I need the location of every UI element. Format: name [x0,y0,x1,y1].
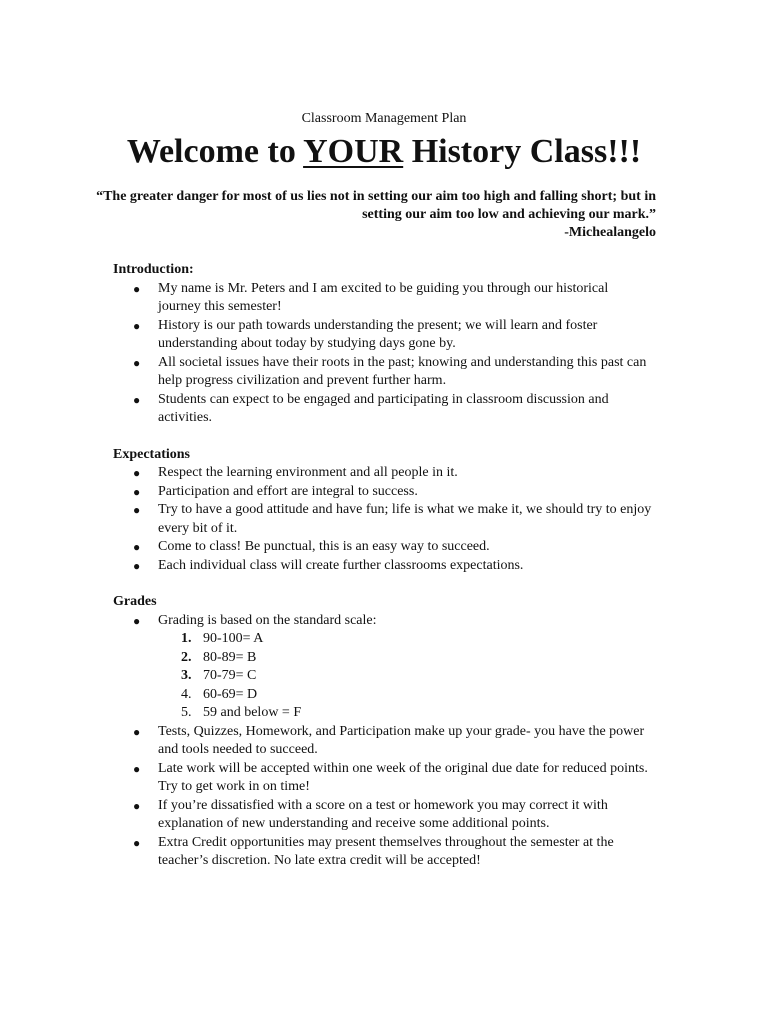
bullet-icon: ● [133,466,141,480]
bullet-icon: ● [133,798,141,813]
list-item [113,834,653,871]
scale-number: 5. [181,705,192,720]
document-body [113,261,653,889]
list-item-text: My name is Mr. Peters and I am excited to be guiding you through our historical journey this semester! [158,280,609,314]
scale-number: 2. [181,649,192,665]
list-item [113,483,653,502]
list-item [113,557,653,576]
list-item-text: Respect the learning environment and all people in it. [158,465,458,480]
list-item [113,464,653,483]
scale-text: 60-69= D [203,686,258,702]
expectations-section [113,446,653,576]
title-prefix: Welcome to [126,133,304,170]
grading-scale-list [113,630,653,723]
expectations-list [113,464,653,575]
bullet-icon: ● [133,558,141,573]
section-heading-expectations: Expectations [113,446,190,462]
introduction-list [113,280,653,428]
section-heading-introduction: Introduction: [113,262,194,277]
grading-scale-row [113,630,653,649]
title-emphasis: YOUR [303,133,404,170]
list-item [113,354,653,391]
list-item [113,280,653,317]
scale-text: 70-79= C [203,668,257,683]
list-item [113,760,653,797]
section-heading-grades: Grades [113,594,157,609]
list-item [113,391,653,428]
list-item [113,317,653,354]
grades-list [113,612,653,631]
page-title [0,128,768,176]
bullet-icon: ● [133,724,141,739]
list-item-text: Tests, Quizzes, Homework, and Participation make up your grade- you have the power and tools needed to succeed. [158,723,645,757]
list-item-text: Try to have a good attitude and have fun; life is what we make it, we should try to enjoy every bit of it. [158,502,652,536]
quote-block [96,188,656,242]
bullet-icon: ● [133,281,141,296]
quote-text: “The greater danger for most of us lies not in setting our aim too high and falling short; but in setting our aim too low and achieving our mark.” [96,189,656,222]
bullet-icon: ● [133,355,141,370]
scale-text: 90-100= A [203,631,264,646]
scale-number: 4. [181,686,192,702]
grading-scale-row [113,667,653,686]
list-item-text: History is our path towards understanding the present; we will learn and foster understanding about today by studying days gone by. [158,317,598,351]
list-item-text: Students can expect to be engaged and participating in classroom discussion and activities. [158,391,609,425]
scale-number: 3. [181,668,192,683]
list-item-text: If you’re dissatisfied with a score on a test or homework you may correct it with explanation of new understanding and receive some additional points. [158,797,608,831]
list-item-text: Come to class! Be punctual, this is an easy way to succeed. [158,539,490,554]
list-item [113,538,653,557]
grading-scale-row [113,686,653,705]
list-item-text: Extra Credit opportunities may present themselves throughout the semester at the teacher’s discretion. No late extra credit will be accepted! [158,834,614,868]
list-item-text: Each individual class will create further classrooms expectations. [158,557,524,573]
scale-text: 59 and below = F [203,705,302,720]
bullet-icon: ● [133,392,141,407]
bullet-icon: ● [133,613,141,628]
list-item [113,723,653,760]
grades-policy-list [113,723,653,871]
introduction-section [113,261,653,428]
grading-scale-row [113,649,653,668]
list-item [113,612,653,631]
bullet-icon: ● [133,540,141,554]
title-suffix: History Class!!! [403,133,642,170]
bullet-icon: ● [133,503,141,517]
list-item-text: Participation and effort are integral to success. [158,483,418,499]
scale-text: 80-89= B [203,649,257,665]
list-item [113,501,653,538]
document-subtitle: Classroom Management Plan [301,111,467,126]
list-item-text: Late work will be accepted within one week of the original due date for reduced points. Try to get work in on time! [158,760,648,794]
scale-number: 1. [181,631,192,646]
list-item-text: Grading is based on the standard scale: [158,612,377,628]
list-item-text: All societal issues have their roots in the past; knowing and understanding this past can help progress civilization and prevent further harm. [158,354,647,388]
grading-scale-row [113,704,653,723]
list-item [113,797,653,834]
quote-author: -Michealangelo [564,225,656,240]
bullet-icon: ● [133,835,141,850]
bullet-icon: ● [133,484,141,499]
bullet-icon: ● [133,318,141,333]
bullet-icon: ● [133,761,141,776]
grades-section [113,593,653,871]
